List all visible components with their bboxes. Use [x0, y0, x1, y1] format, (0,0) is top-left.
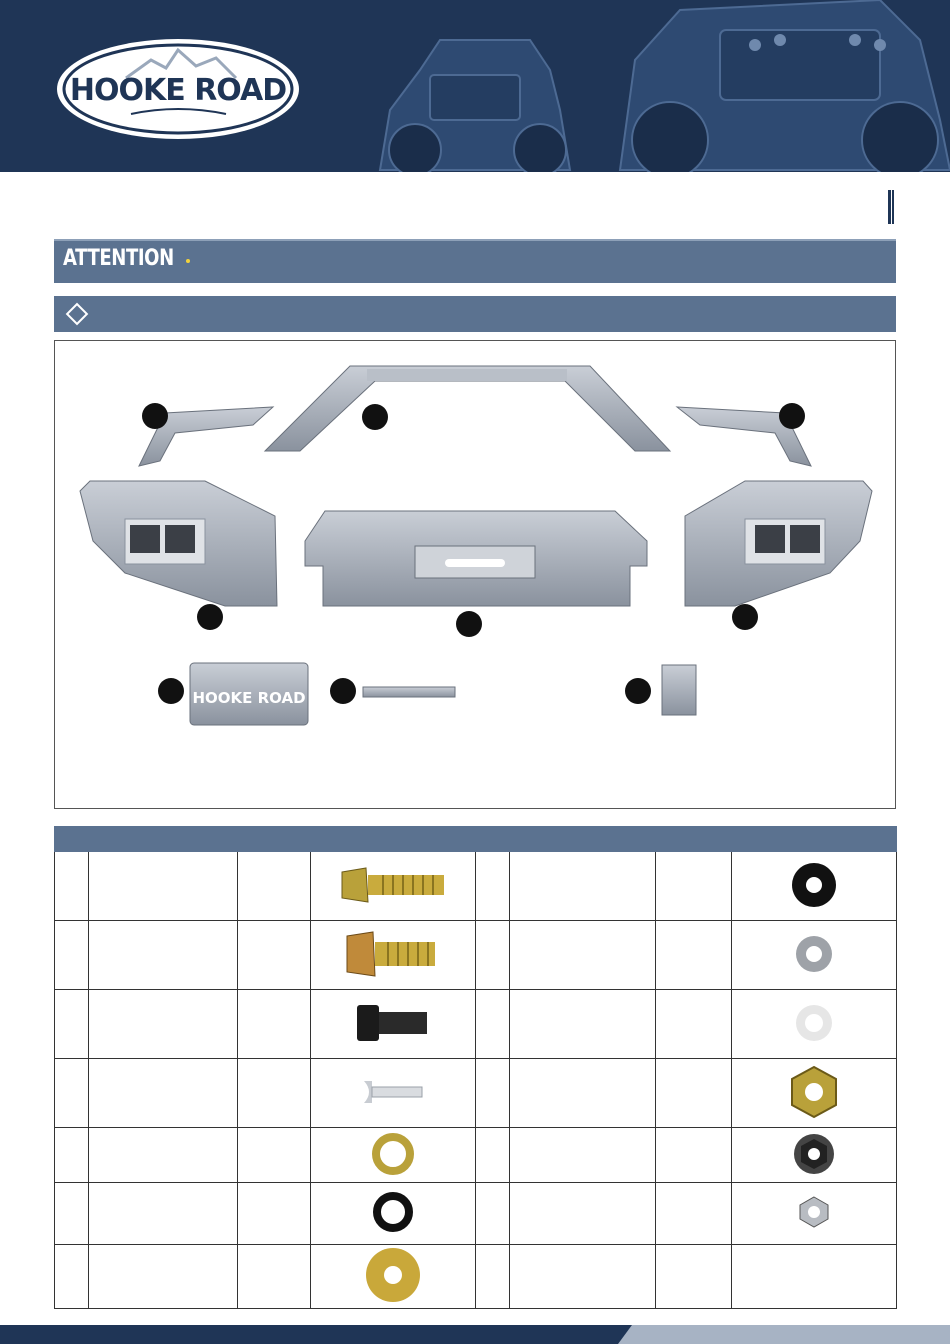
table-row [55, 1245, 897, 1309]
header-cell [238, 827, 311, 852]
hex-nut-icon [732, 1059, 897, 1128]
logo-text: HOOKE ROAD [69, 73, 287, 108]
part-small-plate [625, 665, 696, 715]
header-cell [656, 827, 732, 852]
part-license-plate [158, 663, 308, 725]
plate-text: HOOKE ROAD [192, 689, 306, 707]
parts-diagram [54, 340, 896, 809]
header-cell [732, 827, 897, 852]
attention-dot [186, 259, 190, 263]
table-row [55, 921, 897, 990]
part-hoop-frame [265, 366, 670, 451]
footer-accent [618, 1325, 950, 1344]
nyloc-nut-icon [732, 1183, 897, 1245]
part-center-bumper [305, 511, 647, 637]
table-row [55, 852, 897, 921]
table-row [55, 1183, 897, 1245]
hex-bolt-short-icon [311, 921, 476, 990]
header-cell [311, 827, 476, 852]
table-row [55, 1059, 897, 1128]
black-flat-washer-icon [732, 852, 897, 921]
header-cell [476, 827, 510, 852]
attention-title: ATTENTION [63, 246, 174, 271]
header-cell [89, 827, 238, 852]
hardware-table [54, 826, 896, 1309]
header-cell [55, 827, 89, 852]
black-flange-nut-icon [732, 1128, 897, 1183]
part-bracket-left [139, 403, 273, 466]
truck-illustration-icon [360, 0, 950, 172]
attention-banner [54, 239, 896, 283]
diamond-icon [66, 303, 89, 326]
part-wing-right [685, 481, 872, 630]
page-marker [888, 190, 894, 224]
part-bracket-right [677, 403, 811, 466]
zinc-flat-washer-icon [732, 921, 897, 990]
page-header [0, 0, 950, 172]
part-flat-bar [330, 678, 455, 704]
nylon-washer-icon [732, 990, 897, 1059]
large-flat-washer-icon [311, 1245, 476, 1309]
split-lock-washer-icon [311, 1128, 476, 1183]
part-wing-left [80, 481, 277, 630]
parts-section-bar [54, 296, 896, 332]
table-row [55, 1128, 897, 1183]
hooke-road-logo [56, 38, 300, 140]
black-socket-bolt-icon [311, 990, 476, 1059]
table-row [55, 990, 897, 1059]
header-cell [510, 827, 656, 852]
carriage-screw-icon [311, 1059, 476, 1128]
table-header-row [55, 827, 897, 852]
black-lock-washer-icon [311, 1183, 476, 1245]
hex-bolt-long-icon [311, 852, 476, 921]
